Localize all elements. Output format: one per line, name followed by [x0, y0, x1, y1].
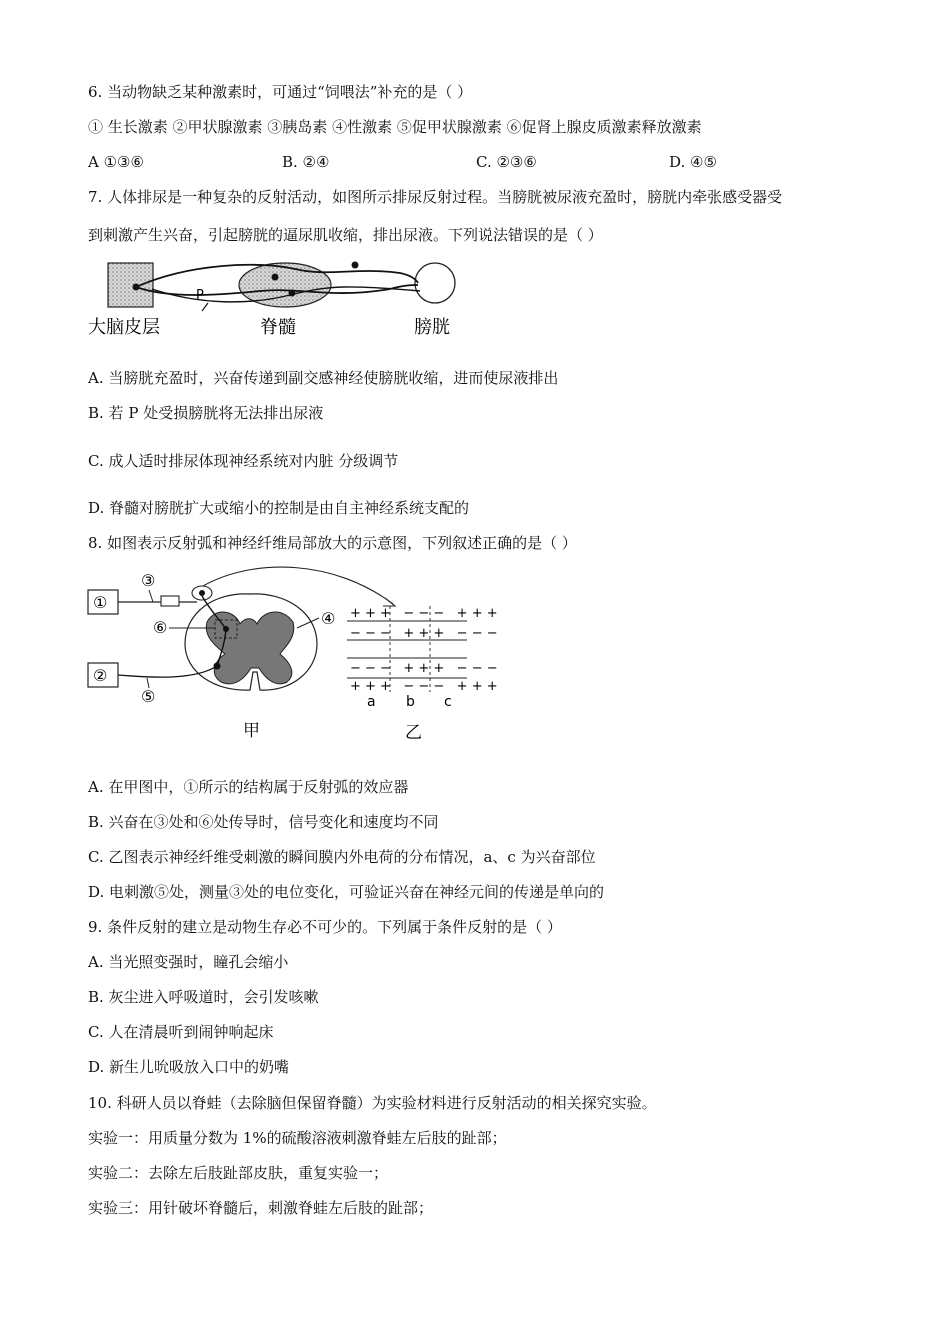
q10-stem: 10. 科研人员以脊蛙（去除脑但保留脊髓）为实验材料进行反射活动的相关探究实验。	[88, 1094, 657, 1112]
neuron-body	[352, 262, 359, 269]
q10-experiment-1: 实验一：用质量分数为 1%的硫酸溶液刺激脊蛙左后肢的趾部；	[88, 1129, 507, 1147]
electrode-3	[161, 596, 179, 606]
label-jia: 甲	[243, 721, 260, 741]
q7-option-a[interactable]: A. 当膀胱充盈时，兴奋传递到副交感神经使膀胱收缩，进而使尿液排出	[88, 369, 559, 387]
cortex-block	[108, 263, 153, 307]
q6-option-d[interactable]: D. ④⑤	[669, 153, 717, 171]
label-cortex: 大脑皮层	[88, 317, 160, 338]
q9-stem: 9. 条件反射的建立是动物生存必不可少的。下列属于条件反射的是（ ）	[88, 918, 562, 936]
q9-option-a[interactable]: A. 当光照变强时，瞳孔会缩小	[88, 953, 289, 971]
label-a: a	[367, 694, 376, 710]
q6-option-a[interactable]: A ①③⑥	[88, 153, 144, 171]
q10-experiment-2: 实验二：去除左后肢趾部皮肤，重复实验一；	[88, 1164, 389, 1182]
q9-option-b[interactable]: B. 灰尘进入呼吸道时，会引发咳嗽	[88, 988, 319, 1006]
neuron-body	[272, 274, 279, 281]
label-1: ①	[93, 593, 108, 612]
q9-option-c[interactable]: C. 人在清晨听到闹钟响起床	[88, 1023, 274, 1041]
q6-items: ① 生长激素 ②甲状腺激素 ③胰岛素 ④性激素 ⑤促甲状腺激素 ⑥促肾上腺皮质激素释放激素	[88, 118, 702, 136]
label-spinal-cord: 脊髓	[260, 317, 296, 338]
label-6: ⑥	[153, 618, 168, 637]
label-c: c	[444, 694, 452, 710]
q6-option-b[interactable]: B. ②④	[282, 153, 330, 171]
q7-stem-line2: 到刺激产生兴奋，引起膀胱的逼尿肌收缩，排出尿液。下列说法错误的是（ ）	[88, 226, 603, 244]
q8-stem: 8. 如图表示反射弧和神经纤维局部放大的示意图，下列叙述正确的是（ ）	[88, 534, 577, 552]
label-yi: 乙	[405, 723, 422, 743]
label-4: ④	[321, 609, 336, 628]
q7-option-c[interactable]: C. 成人适时排尿体现神经系统对内脏 分级调节	[88, 452, 399, 470]
charge-row-2: − − − + + + − − −	[350, 626, 498, 641]
q8-figure	[85, 562, 498, 747]
q10-experiment-3: 实验三：用针破坏脊髓后，刺激脊蛙左后肢的趾部；	[88, 1199, 434, 1217]
label-b: b	[406, 694, 415, 710]
q8-option-d[interactable]: D. 电刺激⑤处，测量③处的电位变化，可验证兴奋在神经元间的传递是单向的	[88, 883, 605, 901]
p-marker-line	[202, 303, 208, 311]
ganglion-cell	[199, 590, 205, 596]
magnify-arrowhead	[383, 598, 395, 606]
q8-option-a[interactable]: A. 在甲图中，①所示的结构属于反射弧的效应器	[88, 778, 409, 796]
label-bladder: 膀胱	[414, 317, 450, 338]
charge-row-3: − − − + + + − − −	[350, 661, 498, 676]
q8-option-b[interactable]: B. 兴奋在③处和⑥处传导时，信号变化和速度均不同	[88, 813, 439, 831]
charge-row-1: + + + − − − + + +	[350, 606, 498, 621]
q6-options	[88, 152, 888, 172]
neuron-body	[289, 290, 296, 297]
neuron-body	[133, 284, 140, 291]
pointer-3	[149, 590, 153, 602]
q8-option-c[interactable]: C. 乙图表示神经纤维受刺激的瞬间膜内外电荷的分布情况，a、c 为兴奋部位	[88, 848, 596, 866]
q7-stem-line1: 7. 人体排尿是一种复杂的反射活动，如图所示排尿反射过程。当膀胱被尿液充盈时，膀胱内牵张感受器受	[88, 188, 783, 206]
bladder-shape	[415, 263, 455, 303]
q6-stem: 6. 当动物缺乏某种激素时，可通过“饲喂法”补充的是（ ）	[88, 83, 473, 101]
label-p: P	[196, 288, 204, 303]
q6-option-c[interactable]: C. ②③⑥	[476, 153, 537, 171]
label-5: ⑤	[141, 687, 156, 706]
q7-option-d[interactable]: D. 脊髓对膀胱扩大或缩小的控制是由自主神经系统支配的	[88, 499, 470, 517]
label-2: ②	[93, 666, 108, 685]
label-3: ③	[141, 571, 156, 590]
q9-option-d[interactable]: D. 新生儿吮吸放入口中的奶嘴	[88, 1058, 290, 1076]
q7-figure	[88, 255, 480, 345]
q7-option-b[interactable]: B. 若 P 处受损膀胱将无法排出尿液	[88, 404, 324, 422]
charge-row-4: + + + − − − + + +	[350, 679, 498, 694]
